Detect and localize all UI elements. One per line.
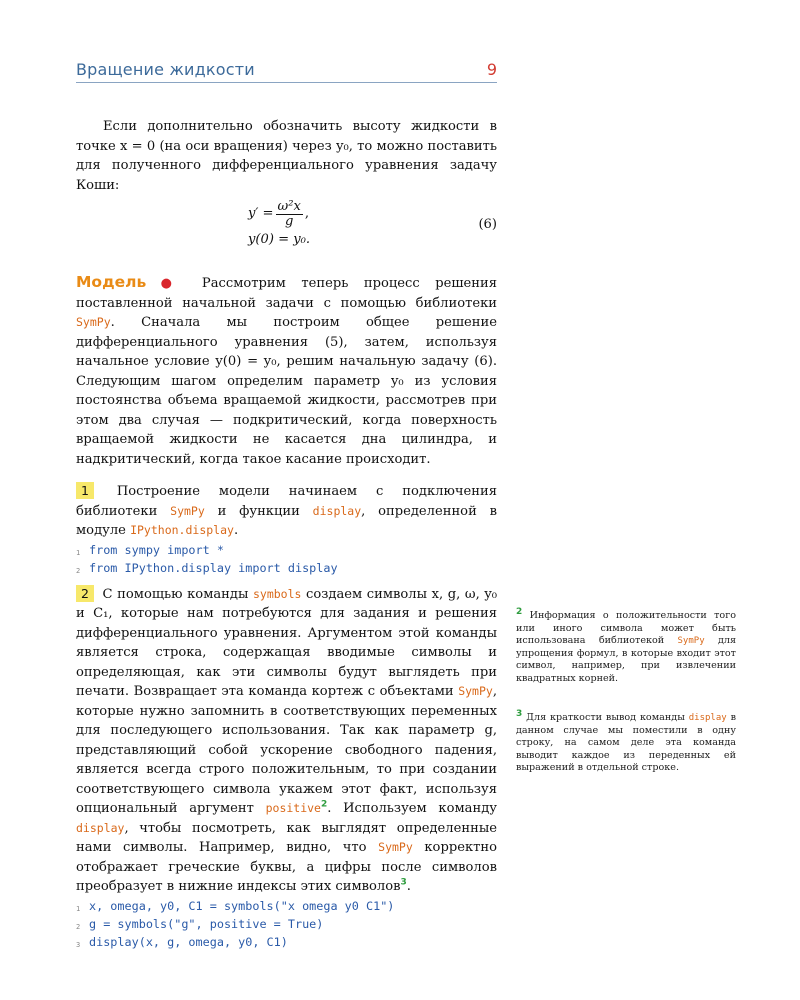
footnote-ref-2[interactable]: 2 bbox=[320, 799, 328, 810]
footnote-ref-3[interactable]: 3 bbox=[400, 877, 407, 888]
step1-code-module: IPython.display bbox=[130, 523, 234, 537]
footnote-text: Информация о положительности того или иного символа может быть использована библиотекой bbox=[516, 610, 736, 647]
step2-text: . Используем команду bbox=[327, 801, 497, 816]
model-text-a: Рассмотрим теперь процесс решения поставленной начальной задачи с помощью библиотеки bbox=[76, 276, 498, 311]
eq-comma: , bbox=[304, 206, 309, 222]
step2-text: С помощью команды bbox=[102, 586, 249, 602]
code-line: 3 display(x, g, omega, y0, C1) bbox=[76, 934, 288, 949]
model-heading: Модель bbox=[76, 273, 147, 291]
eq-initial-condition: y(0) = y₀. bbox=[248, 232, 311, 248]
code-block-1 bbox=[76, 543, 497, 579]
step-number-badge: 2 bbox=[76, 585, 94, 602]
footnote-number: 3 bbox=[516, 709, 523, 719]
step2-code-positive: positive bbox=[265, 801, 321, 815]
step2-code-sympy: SymPy bbox=[458, 684, 493, 698]
step1-text: Построение модели начинаем с подключения библиотеки bbox=[76, 484, 497, 519]
step2-text: , которые нужно запомнить в соответствующих переменных для последующего использования. Так как параметр g, представляющий собой ускорение свободного падения, является всегда строго положительным, то при создании соответствующего символа укажем этот факт, используя опциональный аргумент bbox=[76, 684, 497, 816]
step1-code-display: display bbox=[312, 503, 362, 518]
equation-line-1 bbox=[248, 198, 310, 229]
step2-code-display: display bbox=[76, 820, 125, 835]
code-line: 2 g = symbols("g", positive = True) bbox=[76, 916, 324, 931]
model-sympy: SymPy bbox=[76, 315, 111, 329]
page-number: 9 bbox=[486, 60, 497, 79]
step2-text: корректно отображает греческие буквы, а цифры после символов преобразует в нижние индексы этих символов bbox=[76, 840, 497, 894]
footnote-text: в данном случае мы поместили в одну строку, на самом деле эта команда выводит каждое из переденных ей выражений в отдельной строке. bbox=[516, 712, 736, 774]
bullet-icon: ● bbox=[149, 276, 184, 291]
intro-paragraph: Если дополнительно обозначить высоту жидкости в точке x = 0 (на оси вращения) через y₀, то можно поставить для полученного дифференциального уравнения задачу Коши: bbox=[76, 119, 497, 193]
step2-code-symbols: symbols bbox=[252, 586, 302, 601]
code-block-2 bbox=[76, 899, 497, 953]
step1-text: . bbox=[233, 523, 239, 538]
step1-code-sympy: SymPy bbox=[170, 503, 205, 518]
code-line: 2 from IPython.display import display bbox=[76, 560, 338, 575]
model-text-b: . Сначала мы построим общее решение дифференциального уравнения (5), затем, используя начальное условие y(0) = y₀, решим начальную задачу (6). Следующим шагом определим параметр y₀ из условия постоянства объема вращаемой жидкости, рассмотрев при этом два случая — подкритический, когда поверхность вращаемой жидкости не касается дна цилиндра, и надкритический, когда такое касание происходит. bbox=[76, 315, 497, 467]
footnote-code: display bbox=[688, 713, 727, 724]
equation-line-2 bbox=[248, 227, 310, 253]
footnote-number: 2 bbox=[516, 607, 523, 617]
main-text bbox=[76, 117, 497, 959]
equation-block bbox=[76, 198, 497, 261]
equation-tag: (6) bbox=[478, 217, 497, 232]
page-header bbox=[76, 58, 497, 82]
step2-text: создаем символы x, g, ω, y₀ и C₁, которые нам потребуются для задания и решения дифференциального уравнения. Аргументом этой команды является строка, содержащая вводимые символы и определяющая, как эти символы будут выглядеть при печати. Возвращает эта команда кортеж с объектами bbox=[76, 586, 497, 699]
step1-text: и функции bbox=[217, 503, 300, 519]
eq-denominator: g bbox=[284, 213, 294, 229]
step-number-badge: 1 bbox=[76, 482, 94, 499]
step1-paragraph bbox=[76, 482, 497, 541]
footnote-text: для упрощения формул, в которые входит этот символ, например, при извлечении квадратных корней. bbox=[516, 635, 736, 684]
step2-text: . bbox=[406, 879, 411, 894]
eq-lhs: y′ = bbox=[248, 206, 274, 222]
model-paragraph bbox=[76, 273, 497, 469]
step2-paragraph bbox=[76, 585, 497, 897]
step1-text: , определенной в модуле bbox=[76, 503, 497, 538]
eq-fraction bbox=[276, 200, 303, 229]
code-line: 1 from sympy import * bbox=[76, 542, 224, 557]
header-rule bbox=[76, 82, 497, 83]
code-line: 1 x, omega, y0, C1 = symbols("x omega y0 C1") bbox=[76, 898, 395, 913]
section-title: Вращение жидкости bbox=[76, 60, 255, 79]
footnote-3 bbox=[516, 708, 736, 775]
eq-numerator: ω²x bbox=[277, 198, 301, 214]
step2-code-sympy-2: SymPy bbox=[378, 840, 413, 854]
footnote-2 bbox=[516, 606, 736, 685]
footnote-code: SymPy bbox=[677, 636, 705, 647]
step2-text: , чтобы посмотреть, как выглядят определенные нами символы. Например, видно, что bbox=[76, 820, 497, 855]
footnote-text: Для краткости вывод команды bbox=[526, 712, 685, 724]
